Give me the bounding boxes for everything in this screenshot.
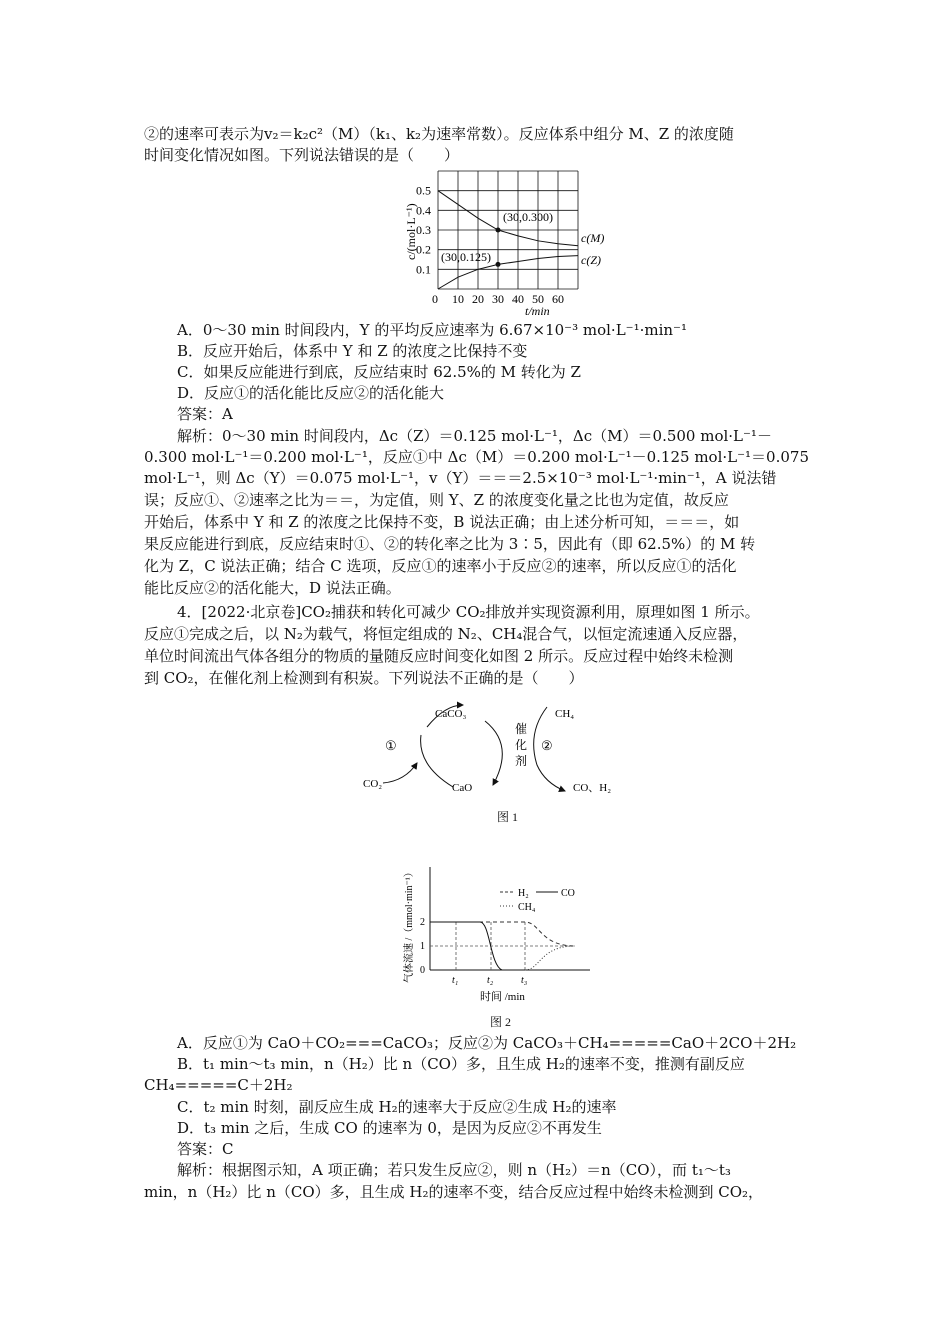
label-cz: c(Z) — [581, 253, 601, 267]
q4-option-d: D．t₃ min 之后，生成 CO 的速率为 0，是因为反应②不再发生 — [177, 1119, 602, 1137]
q3-analysis-line5: 开始后，体系中 Y 和 Z 的浓度之比保持不变，B 说法正确；由上述分析可知，＝＝＝，如 — [144, 513, 740, 531]
cao-label: CaO — [452, 782, 473, 794]
x-tick-t3: t₃ — [521, 975, 528, 986]
arc-left — [421, 735, 453, 787]
catalyst-char2: 化 — [515, 738, 528, 752]
q3-analysis-line7: 化为 Z，C 说法正确；结合 C 选项，反应①的速率小于反应②的速率，所以反应①的活化 — [144, 557, 737, 575]
caco3-label: CaCO₃ — [435, 708, 467, 720]
figure2-caption: 图 2 — [490, 1015, 512, 1029]
x-tick-label: 60 — [552, 292, 564, 306]
q3-analysis-line6: 果反应能进行到底，反应结束时①、②的转化率之比为 3∶5，因此有（即 62.5%）的 M 转 — [144, 535, 756, 553]
point-z-30 — [496, 262, 501, 267]
q4-analysis-line2: min，n（H₂）比 n（CO）多，且生成 H₂的速率不变，结合反应过程中始终未检测到 CO₂， — [144, 1183, 764, 1201]
label-cm: c(M) — [581, 231, 605, 245]
q4-stem-line2: 反应①完成之后，以 N₂为载气，将恒定组成的 N₂、CH₄混合气，以恒定流速通入反应器， — [144, 625, 748, 643]
x-axis-label: t/min — [525, 304, 550, 318]
concentration-chart — [395, 165, 615, 320]
q3-option-c: C．如果反应能进行到底，反应结束时 62.5%的 M 转化为 Z — [177, 363, 581, 381]
q3-answer: 答案：A — [177, 405, 233, 423]
y-tick-2: 2 — [420, 917, 425, 928]
series-ch4-dotted — [525, 946, 575, 970]
reaction1-number: ① — [385, 738, 397, 753]
q3-analysis-line8: 能比反应②的活化能大，D 说法正确。 — [144, 579, 401, 597]
q3-analysis-line2: 0.300 mol·L⁻¹＝0.200 mol·L⁻¹，反应①中 Δc（M）＝0.200 mol·L⁻¹－0.125 mol·L⁻¹＝0.075 — [144, 448, 809, 466]
q3-option-b: B．反应开始后，体系中 Y 和 Z 的浓度之比保持不变 — [177, 342, 528, 360]
catalyst-char1: 催 — [515, 722, 528, 736]
ch4-label: CH₄ — [555, 708, 575, 720]
legend-ch4: CH₄ — [518, 902, 536, 913]
x-tick-label: 50 — [532, 292, 544, 306]
y-tick-label: 0.1 — [416, 262, 431, 277]
legend-h2: H₂ — [518, 888, 529, 899]
co2-in-arrow — [383, 763, 417, 783]
co2-label: CO₂ — [363, 778, 383, 790]
q3-analysis-line4: 误；反应①、②速率之比为＝＝，为定值，则 Y、Z 的浓度变化量之比也为定值，故反应 — [144, 491, 729, 509]
q4-answer: 答案：C — [177, 1140, 234, 1158]
x-tick-label: 0 — [432, 292, 438, 306]
q4-stem-line3: 单位时间流出气体各组分的物质的量随反应时间变化如图 2 所示。反应过程中始终未检测 — [144, 647, 734, 665]
y-axis-label: 气体流速 /（mmol·min⁻¹） — [404, 867, 415, 983]
q3-analysis-line1: 解析：0～30 min 时间段内，Δc（Z）＝0.125 mol·L⁻¹，Δc（M）＝0.500 mol·L⁻¹－ — [177, 427, 772, 445]
q4-analysis-line1: 解析：根据图示知，A 项正确；若只发生反应②，则 n（H₂）＝n（CO），而 t₁～t₃ — [177, 1161, 731, 1179]
annotation-z: (30,0.125) — [441, 250, 491, 264]
products-label: CO、H₂ — [573, 782, 612, 794]
q4-option-a: A．反应①为 CaO＋CO₂===CaCO₃；反应②为 CaCO₃＋CH₄=====CaO＋2CO＋2H₂ — [177, 1034, 797, 1052]
q3-stem-line1: ②的速率可表示为v₂＝k₂c²（M）（k₁、k₂为速率常数）。反应体系中组分 M、Z 的浓度随 — [144, 125, 734, 143]
q4-option-b: B．t₁ min～t₃ min，n（H₂）比 n（CO）多，且生成 H₂的速率不变，推测有副反应 — [177, 1055, 745, 1073]
chart-grid — [438, 171, 578, 289]
annotation-m: (30,0.300) — [503, 210, 553, 224]
figure1-caption: 图 1 — [497, 810, 519, 824]
y-tick-label: 0.2 — [416, 242, 431, 257]
figure2-flow-chart — [390, 855, 600, 1005]
point-m-30 — [496, 228, 501, 233]
x-tick-label: 20 — [472, 292, 484, 306]
figure1-cycle-diagram — [355, 695, 635, 810]
x-tick-label: 40 — [512, 292, 524, 306]
q4-option-b-cont: CH₄=====C＋2H₂ — [144, 1076, 293, 1094]
y-tick-1: 1 — [420, 941, 425, 952]
arc-right-arrow — [485, 721, 502, 785]
q3-analysis-line3: mol·L⁻¹，则 Δc（Y）＝0.075 mol·L⁻¹，v（Y）＝＝＝2.5×10⁻³ mol·L⁻¹·min⁻¹，A 说法错 — [144, 469, 777, 487]
q4-stem-line4: 到 CO₂，在催化剂上检测到有积炭。下列说法不正确的是（ ） — [144, 669, 584, 687]
x-tick-label: 30 — [492, 292, 504, 306]
series-h2-dashed — [430, 922, 575, 946]
y-tick-label: 0.4 — [416, 203, 431, 218]
x-tick-t1: t₁ — [452, 975, 459, 986]
guide-lines — [430, 922, 575, 970]
catalyst-char3: 剂 — [515, 754, 528, 768]
y-axis-label: c/(mol·L⁻¹) — [404, 203, 418, 260]
y-tick-label: 0.3 — [416, 223, 431, 237]
legend-co: CO — [561, 888, 575, 899]
q4-option-c: C．t₂ min 时刻，副反应生成 H₂的速率大于反应②生成 H₂的速率 — [177, 1098, 617, 1116]
q3-option-d: D．反应①的活化能比反应②的活化能大 — [177, 384, 445, 402]
q4-stem-line1: 4．[2022·北京卷]CO₂捕获和转化可减少 CO₂排放并实现资源利用，原理如图 1 所示。 — [177, 603, 760, 621]
x-axis-label: 时间 /min — [480, 991, 525, 1003]
y-tick-0: 0 — [420, 965, 425, 976]
q3-option-a: A．0～30 min 时间段内，Y 的平均反应速率为 6.67×10⁻³ mol·L⁻¹·min⁻¹ — [177, 321, 687, 339]
x-tick-t2: t₂ — [487, 975, 494, 986]
reaction2-number: ② — [541, 738, 553, 753]
q3-stem-line2: 时间变化情况如图。下列说法错误的是（ ） — [144, 146, 460, 164]
y-tick-label: 0.5 — [416, 183, 431, 198]
x-tick-label: 10 — [452, 292, 464, 306]
